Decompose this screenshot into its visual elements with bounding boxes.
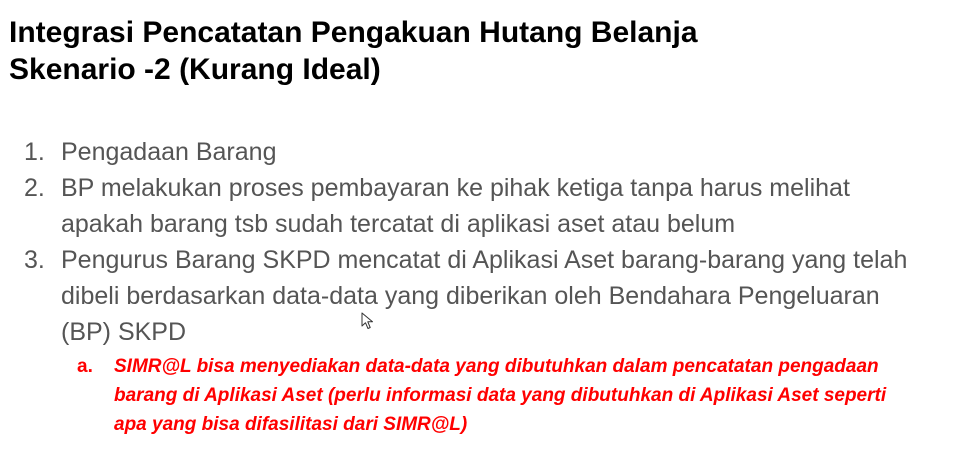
list-item-text: Pengadaan Barang (61, 138, 277, 166)
list-item-text: dibeli berdasarkan data-data yang diberikan oleh Bendahara Pengeluaran (61, 282, 880, 310)
list-item-text: Pengurus Barang SKPD mencatat di Aplikasi Aset barang-barang yang telah (61, 246, 908, 274)
slide-title-line-1: Integrasi Pencatatan Pengakuan Hutang Belanja (9, 16, 698, 49)
list-item-text: (BP) SKPD (61, 318, 187, 346)
numbered-list (0, 134, 974, 439)
list-item-number: 2. (24, 174, 45, 202)
sub-item-text: apa yang bisa difasilitasi dari SIMR@L) (114, 414, 468, 435)
sub-item-text: barang di Aplikasi Aset (perlu informasi data yang dibutuhkan di Aplikasi Aset seperti (114, 385, 887, 406)
list-item-text: BP melakukan proses pembayaran ke pihak ketiga tanpa harus melihat (61, 174, 850, 202)
list-item-1 (0, 134, 961, 170)
list-item-3 (0, 242, 961, 350)
sub-item-text: SIMR@L bisa menyediakan data-data yang dibutuhkan dalam pencatatan pengadaan (114, 356, 879, 377)
sub-item-marker: a. (77, 356, 93, 377)
list-item-2 (0, 170, 961, 242)
slide-title-line-2: Skenario -2 (Kurang Ideal) (9, 53, 381, 86)
slide-title (9, 14, 698, 88)
mouse-pointer-icon (361, 312, 375, 330)
list-item-number: 3. (24, 246, 45, 274)
list-item-text: apakah barang tsb sudah tercatat di aplikasi aset atau belum (61, 210, 736, 238)
list-item-number: 1. (24, 138, 45, 166)
sub-item-a (0, 352, 974, 439)
